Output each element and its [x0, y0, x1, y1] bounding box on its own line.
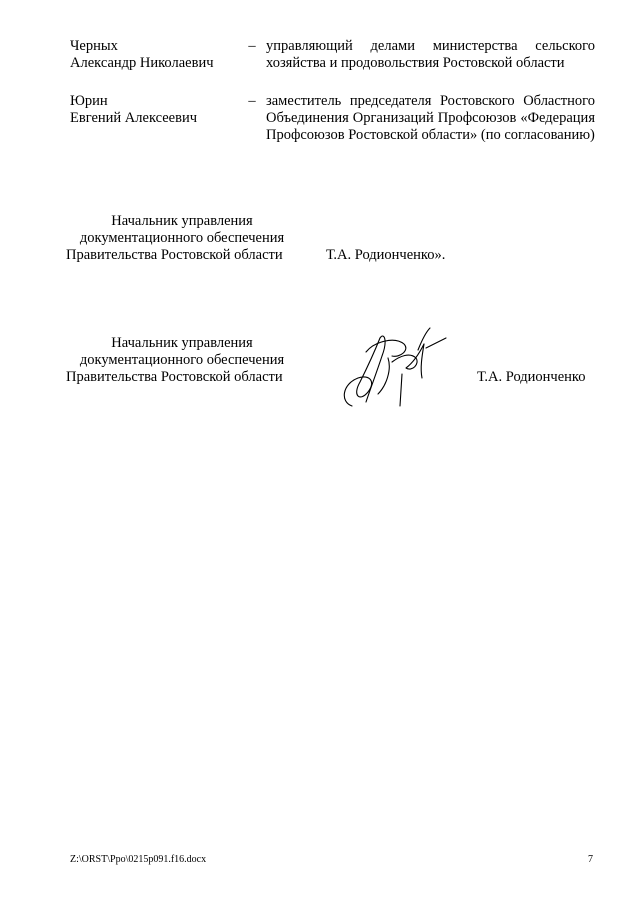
page-number: 7 [588, 854, 593, 865]
member-1-dash: – [248, 38, 256, 54]
member-2-surname: Юрин [70, 93, 108, 109]
closing-2-line-3: Правительства Ростовской области [66, 369, 283, 385]
signature-image [330, 322, 460, 414]
closing-2-signatory: Т.А. Родионченко [477, 369, 586, 385]
member-2-role: заместитель председателя Ростовского Областного Объединения Организаций Профсоюзов «Федерация Профсоюзов Ростовской области» (по согласованию) [266, 93, 595, 143]
member-1-role: управляющий делами министерства сельского хозяйства и продовольствия Ростовской области [266, 38, 595, 71]
closing-1-line-2: документационного обеспечения [79, 230, 285, 246]
member-1-surname: Черных [70, 38, 118, 54]
footer-file-path: Z:\ORST\Ppo\0215p091.f16.docx [70, 854, 207, 865]
member-2-given-name: Евгений Алексеевич [70, 110, 198, 126]
closing-1-position [66, 213, 298, 264]
closing-2-position [66, 335, 298, 386]
member-2-name [70, 93, 260, 127]
closing-1-signatory: Т.А. Родионченко». [326, 247, 446, 263]
member-2-dash: – [248, 93, 256, 109]
closing-2-line-1: Начальник управления [111, 335, 253, 351]
closing-1-line-1: Начальник управления [111, 213, 253, 229]
member-1-name [70, 38, 260, 72]
member-1-given-name: Александр Николаевич [70, 55, 214, 71]
closing-2-line-2: документационного обеспечения [79, 352, 285, 368]
closing-1-line-3: Правительства Ростовской области [66, 247, 283, 263]
